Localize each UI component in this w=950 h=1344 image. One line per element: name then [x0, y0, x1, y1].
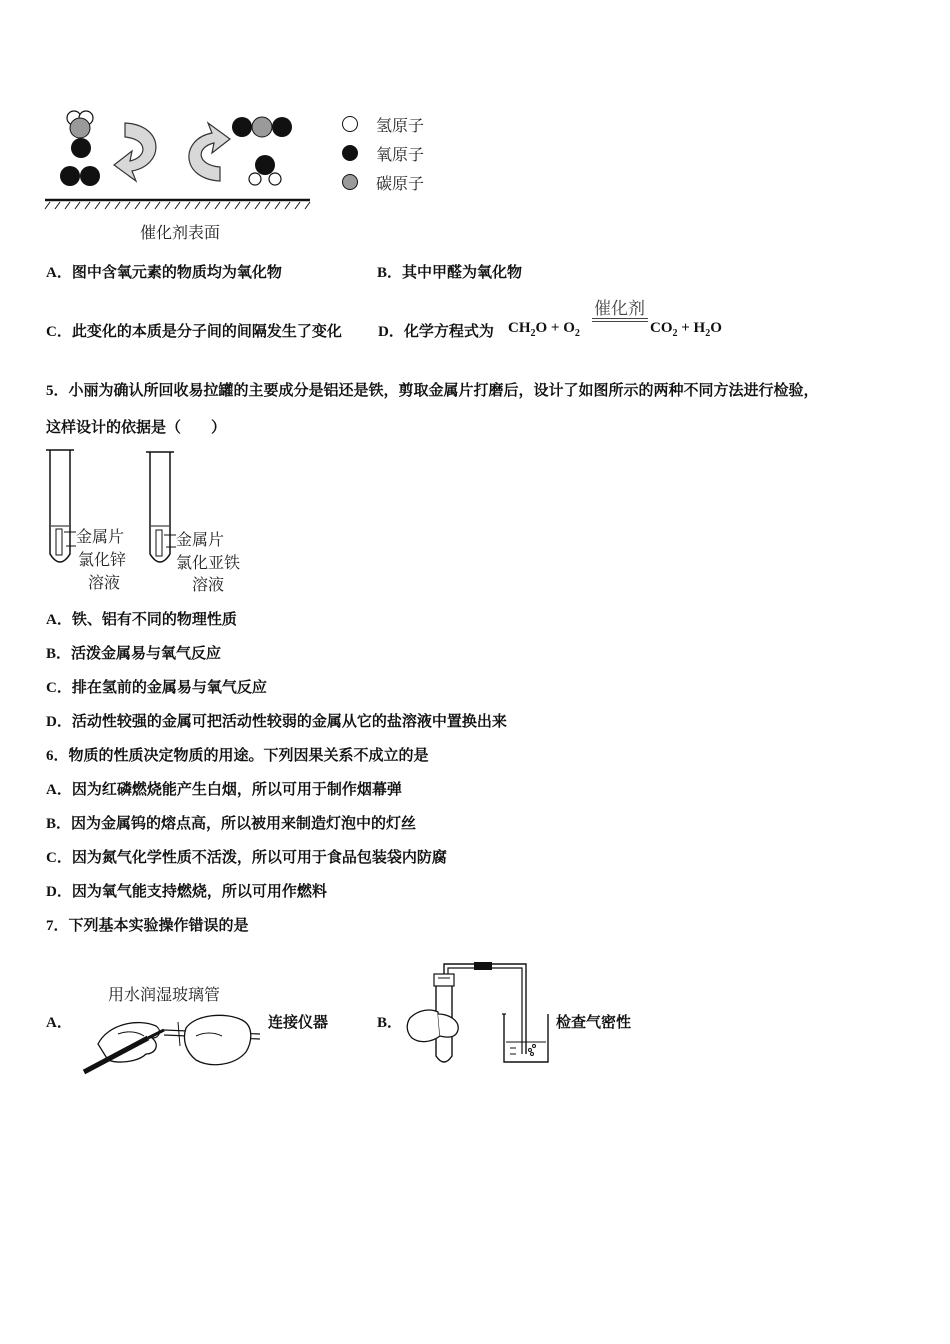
q6-option-b: B．因为金属钨的熔点高，所以被用来制造灯泡中的灯丝	[46, 816, 417, 832]
q7-option-a-label: 连接仪器	[268, 1015, 329, 1031]
q5-stem-line2: 这样设计的依据是（ ）	[46, 420, 227, 436]
q5-option-d: D．活动性较强的金属可把活动性较弱的金属从它的盐溶液中置换出来	[46, 714, 507, 730]
legend-label: 氧原子	[376, 144, 425, 164]
molecule-reaction-diagram	[40, 105, 320, 215]
legend-carbon	[342, 170, 424, 194]
q6-option-d: D．因为氧气能支持燃烧，所以可用作燃料	[46, 884, 327, 900]
carbon-dot-icon	[342, 174, 358, 190]
q5-option-c: C．排在氢前的金属易与氧气反应	[46, 680, 267, 696]
airtightness-apparatus-illustration	[404, 958, 554, 1068]
q7-stem: 7．下列基本实验操作错误的是	[46, 918, 249, 934]
hydrogen-dot-icon	[342, 116, 358, 132]
legend-label: 碳原子	[376, 173, 425, 193]
equation-catalyst: 催化剂	[594, 299, 645, 319]
tube1-label-2: 氯化锌	[78, 550, 127, 569]
q4-option-a: A．图中含氧元素的物质均为氧化物	[46, 265, 282, 281]
q5-option-b: B．活泼金属易与氧气反应	[46, 646, 222, 662]
legend-hydrogen	[342, 112, 424, 136]
legend-oxygen	[342, 141, 424, 165]
q6-stem: 6．物质的性质决定物质的用途。下列因果关系不成立的是	[46, 748, 429, 764]
q7-option-b-label: 检查气密性	[556, 1015, 632, 1031]
q7-option-a-caption: 用水润湿玻璃管	[108, 985, 221, 1004]
tube2-label-2: 氯化亚铁	[176, 553, 241, 572]
legend-label: 氢原子	[376, 115, 425, 135]
tube2-label-3: 溶液	[192, 575, 225, 594]
q7-option-a-letter: A．	[46, 1015, 72, 1031]
q7-option-b-letter: B．	[377, 1015, 403, 1031]
q5-option-a: A．铁、铝有不同的物理性质	[46, 612, 237, 628]
equation-arrow-line	[592, 318, 648, 319]
tube1-label-1: 金属片	[76, 527, 125, 546]
q5-stem-line1: 5．小丽为确认所回收易拉罐的主要成分是铝还是铁，剪取金属片打磨后，设计了如图所示的两种不同方法进行检验，	[46, 383, 819, 399]
q4-option-c: C．此变化的本质是分子间的间隔发生了变化	[46, 324, 342, 340]
glass-tube-hands-illustration	[78, 1004, 263, 1078]
equation-arrow-line	[592, 321, 648, 322]
equation-right: $CO_2 + H_2O$	[650, 320, 722, 339]
q4-option-d-prefix: D．化学方程式为	[378, 324, 494, 340]
tube2-label-1: 金属片	[176, 530, 225, 549]
q6-option-c: C．因为氮气化学性质不活泼，所以可用于食品包装袋内防腐	[46, 850, 447, 866]
tube1-label-3: 溶液	[88, 573, 121, 592]
q4-option-b: B．其中甲醛为氧化物	[377, 265, 523, 281]
oxygen-dot-icon	[342, 145, 358, 161]
surface-label: 催化剂表面	[140, 223, 221, 242]
equation-left: $CH_2O + O_2$	[508, 320, 580, 339]
q4-option-d	[378, 294, 758, 344]
q6-option-a: A．因为红磷燃烧能产生白烟，所以可用于制作烟幕弹	[46, 782, 402, 798]
